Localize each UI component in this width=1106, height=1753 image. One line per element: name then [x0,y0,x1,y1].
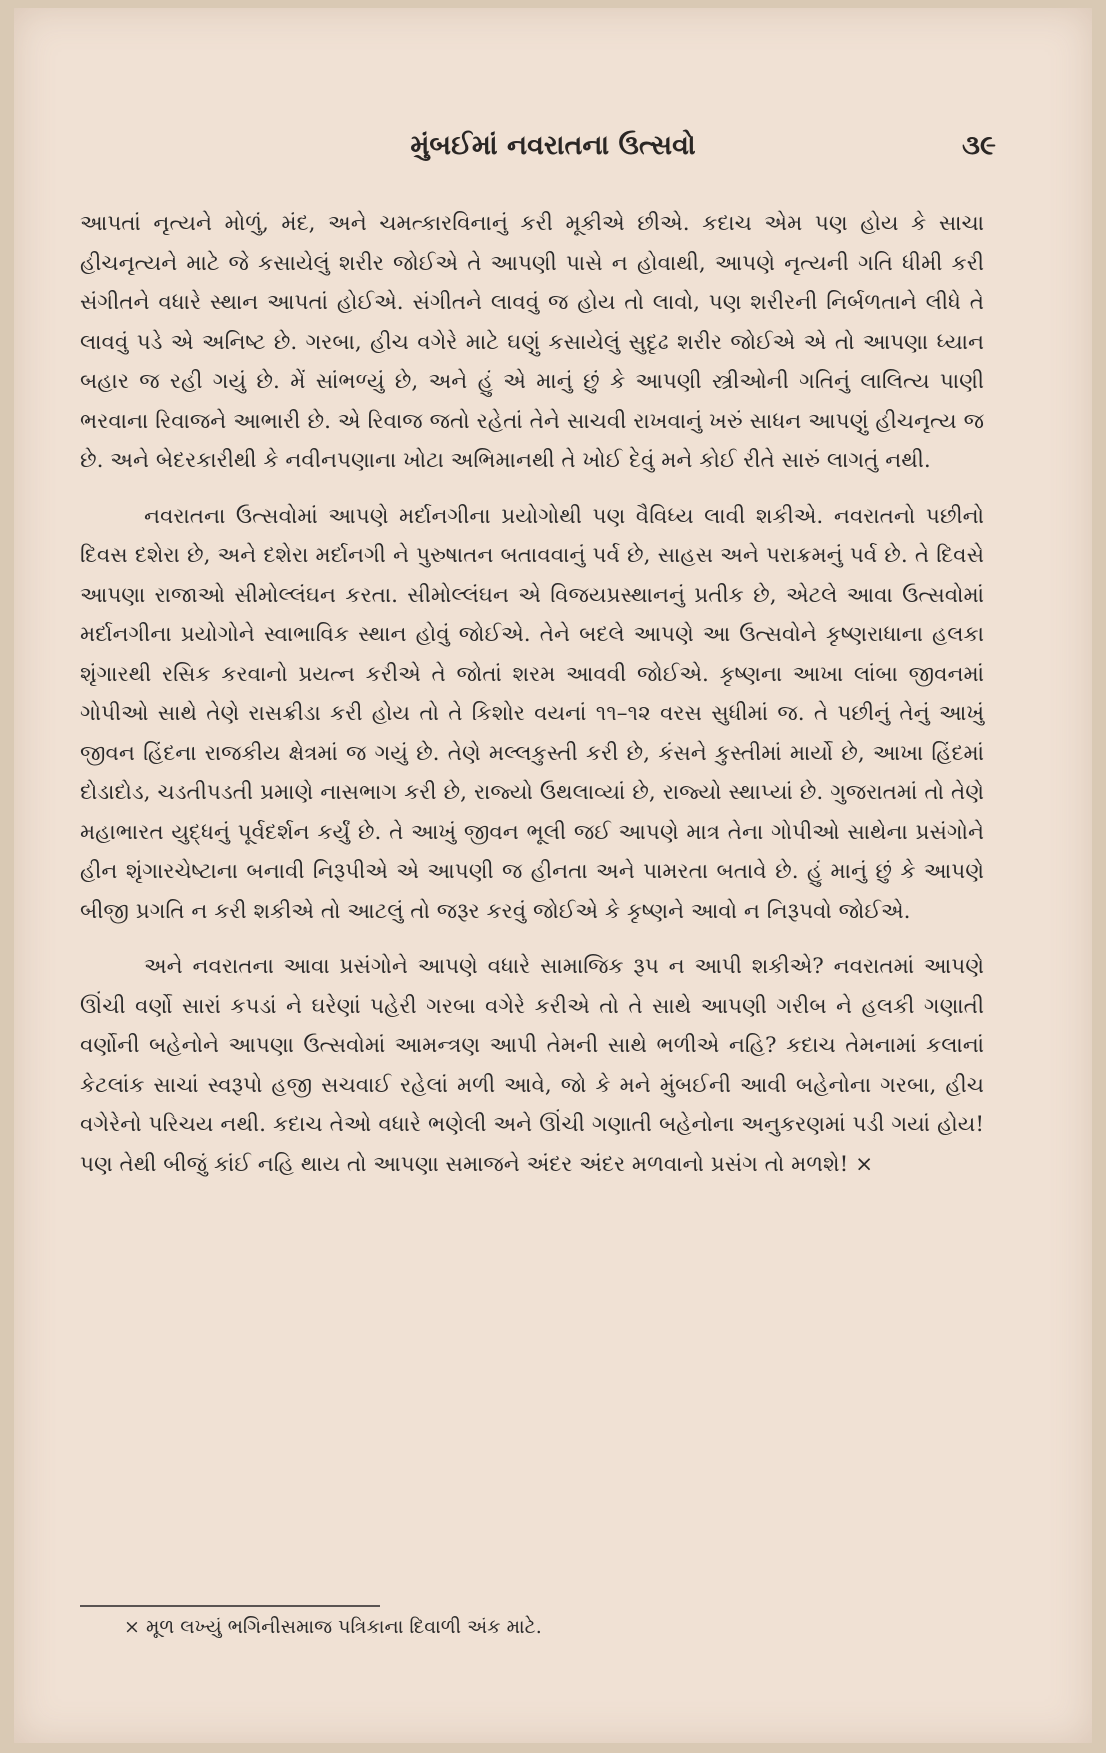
paragraph-3: અને નવરાતના આવા પ્રસંગોને આપણે વધારે સામાજિક રૂપ ન આપી શકીએ? નવરાતમાં આપણે ઊંચી વર્ણો સારાં કપડાં ને ઘરેણાં પહેરી ગરબા વગેરે કરીએ તો તે સાથે આપણી ગરીબ ને હલકી ગણાતી વર્ણોની બહેનોને આપણા ઉત્સવોમાં આમન્ત્રણ આપી તેમની સાથે ભળીએ નહિ? કદાચ તેમનામાં કલાનાં કેટલાંક સાચાં સ્વરૂપો હજી સચવાઈ રહેલાં મળી આવે, જો કે મને મુંબઈની આવી બહેનોના ગરબા, હીચ વગેરેનો પરિચય નથી. કદાચ તેઓ વધારે ભણેલી અને ઊંચી ગણાતી બહેનોના અનુકરણમાં પડી ગયાં હોય! પણ તેથી બીજું કાંઈ નહિ થાય તો આપણા સમાજને અંદર અંદર મળવાનો પ્રસંગ તો મળશે! × [80,954,984,1177]
paragraph-2: નવરાતના ઉત્સવોમાં આપણે મર્દાનગીના પ્રયોગોથી પણ વૈવિધ્ય લાવી શકીએ. નવરાતનો પછીનો દિવસ દશેરા છે, અને દશેરા મર્દાનગી ને પુરુષાતન બતાવવાનું પર્વ છે, સાહસ અને પરાક્રમનું પર્વ છે. તે દિવસે આપણા રાજાઓ સીમોલ્લંઘન કરતા. સીમોલ્લંઘન એ વિજયપ્રસ્થાનનું પ્રતીક છે, એટલે આવા ઉત્સવોમાં મર્દાનગીના પ્રયોગોને સ્વાભાવિક સ્થાન હોવું જોઈએ. તેને બદલે આપણે આ ઉત્સવોને કૃષ્ણરાધાના હલકા શૃંગારથી રસિક કરવાનો પ્રયત્ન કરીએ તે જોતાં શરમ આવવી જોઈએ. કૃષ્ણના આખા લાંબા જીવનમાં ગોપીઓ સાથે તેણે રાસક્રીડા કરી હોય તો તે કિશોર વયનાં ૧૧–૧૨ વરસ સુધીમાં જ. તે પછીનું તેનું આખું જીવન હિંદના રાજકીય ક્ષેત્રમાં જ ગયું છે. તેણે મલ્લકુસ્તી કરી છે, કંસને કુસ્તીમાં માર્યો છે, આખા હિંદમાં દોડાદોડ, ચડતીપડતી પ્રમાણે નાસભાગ કરી છે, રાજ્યો ઉથલાવ્યાં છે, રાજ્યો સ્થાપ્યાં છે. ગુજરાતમાં તો તેણે મહાભારત યુદ્ધનું પૂર્વદર્શન કર્યું છે. તે આખું જીવન ભૂલી જઈ આપણે માત્ર તેના ગોપીઓ સાથેના પ્રસંગોને હીન શૃંગારચેષ્ટાના બનાવી નિરૂપીએ એ આપણી જ હીનતા અને પામરતા બતાવે છે. હું માનું છું કે આપણે બીજી પ્રગતિ ન કરી શકીએ તો આટલું તો જરૂર કરવું જોઈએ કે કૃષ્ણને આવો ન નિરૂપવો જોઈએ. [80,503,984,924]
paragraph-1: આપતાં નૃત્યને મોળું, મંદ, અને ચમત્કારવિનાનું કરી મૂકીએ છીએ. કદાચ એમ પણ હોય કે સાચા હીચનૃત્યને માટે જે કસાયેલું શરીર જોઈએ તે આપણી પાસે ન હોવાથી, આપણે નૃત્યની ગતિ ધીમી કરી સંગીતને વધારે સ્થાન આપતાં હોઈએ. સંગીતને લાવવું જ હોય તો લાવો, પણ શરીરની નિર્બળતાને લીધે તે લાવવું પડે એ અનિષ્ટ છે. ગરબા, હીચ વગેરે માટે ઘણું કસાયેલું સુદૃઢ શરીર જોઈએ એ તો આપણા ધ્યાન બહાર જ રહી ગયું છે. મેં સાંભળ્યું છે, અને હું એ માનું છું કે આપણી સ્ત્રીઓની ગતિનું લાલિત્ય પાણી ભરવાના રિવાજને આભારી છે. એ રિવાજ જતો રહેતાં તેને સાચવી રાખવાનું ખરું સાધન આપણું હીચનૃત્ય જ છે. અને બેદરકારીથી કે નવીનપણાના ખોટા અભિમાનથી તે ખોઈ દેવું મને કોઈ રીતે સારું લાગતું નથી. [80,211,984,473]
footnote: × મૂળ લખ્યું ભગિનીસમાજ પત્રિકાના દિવાળી અંક માટે. [124,1616,542,1638]
running-title: મુંબઈમાં નવરાતના ઉત્સવો [410,130,696,161]
book-page [14,8,1092,1743]
page-number: ૩૯ [962,130,996,161]
body-text [80,204,984,1200]
page-header [14,130,1092,170]
footnote-divider [80,1605,380,1607]
